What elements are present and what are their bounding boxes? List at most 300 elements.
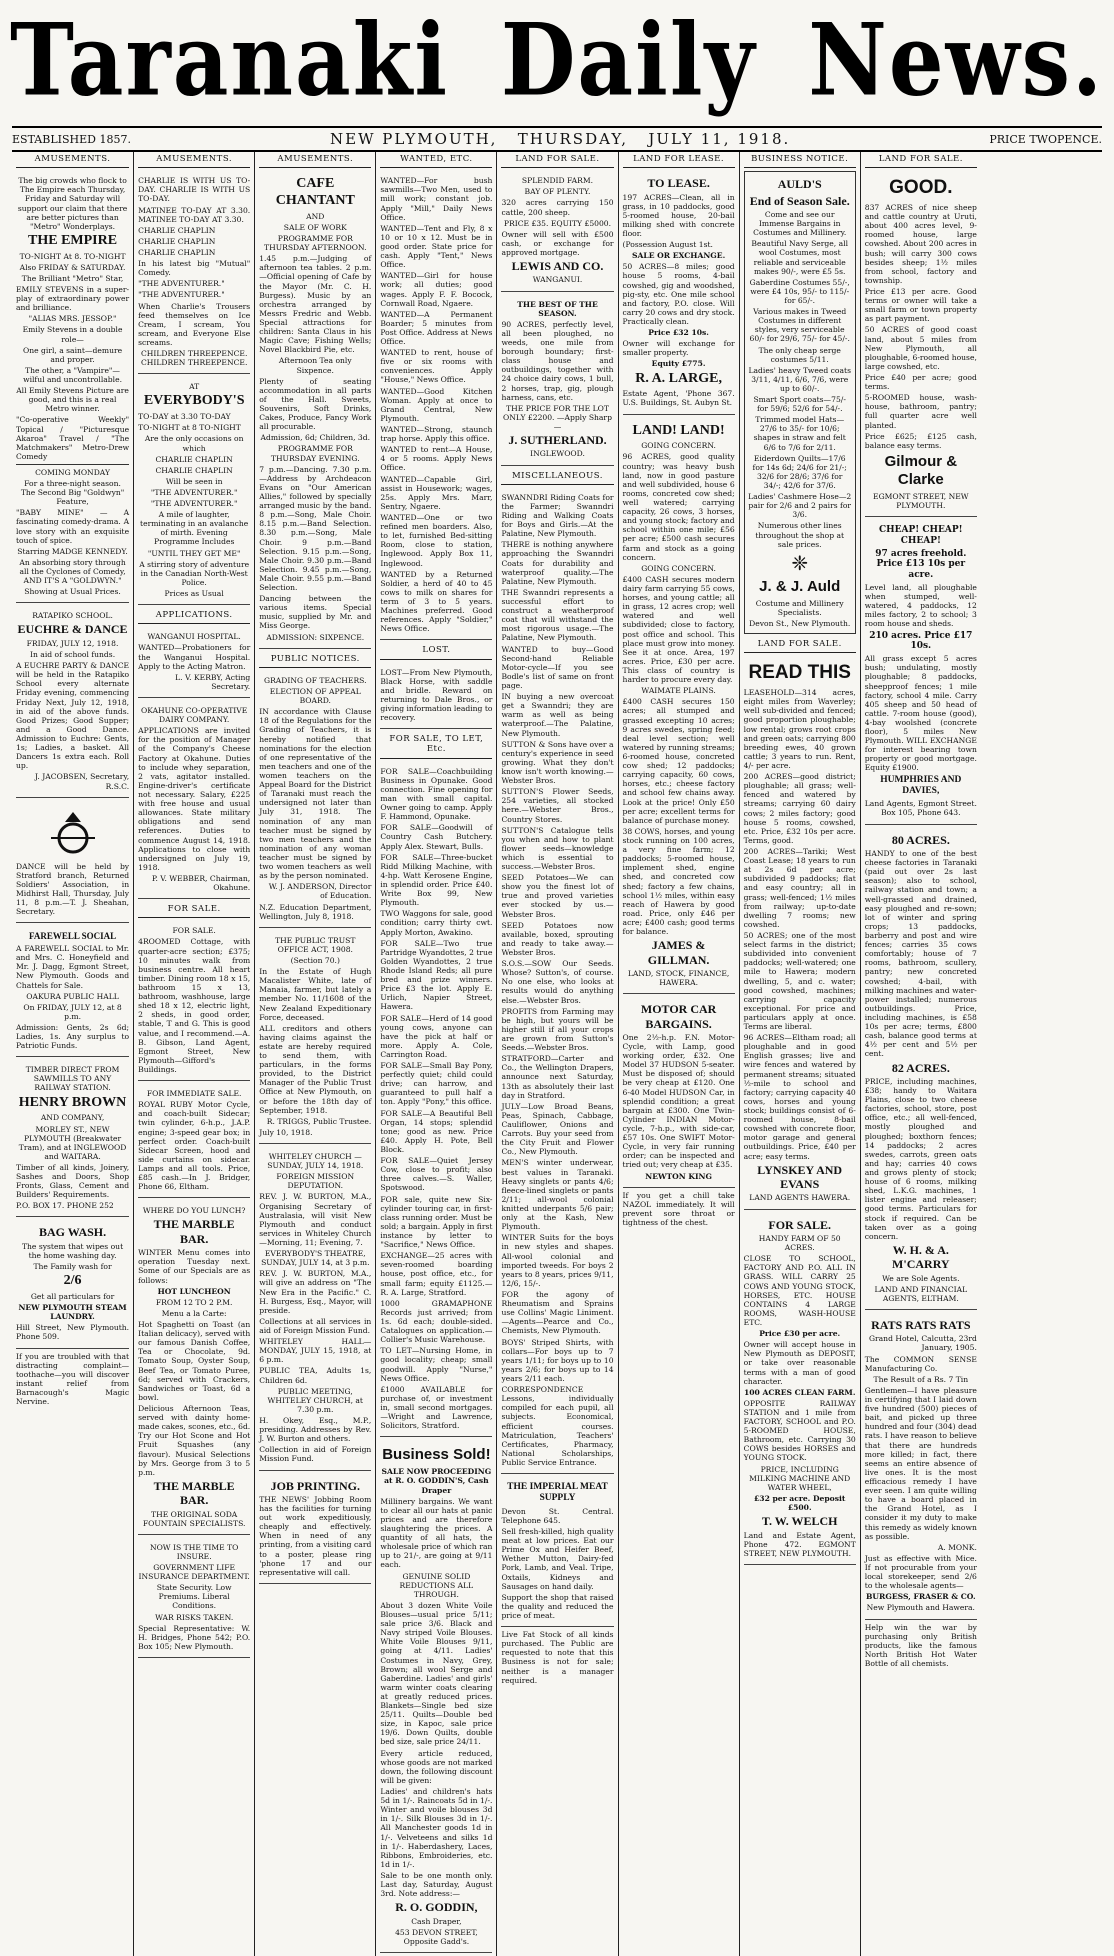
every: Every article reduced, whose goods are not marked down, the following discount will be given: <box>380 1748 493 1785</box>
forsale2: FOR SALE. <box>172 926 216 936</box>
price: PRICE TWOPENCE. <box>989 132 1102 146</box>
acres210: 210 acres. Price £17 10s. <box>869 630 973 652</box>
sale-item: FOR SALE—Three-bucket Ridd Milking Machine, with 4-hp. Watt Kerosene Engine, in splendid order. Price £40. Write Box 99, New Plymouth. <box>380 852 493 908</box>
effective: Just as effective with Mice. If not procurable from your local storekeeper, send 2/6 to the wholesale agents— <box>864 1553 977 1591</box>
collections: Collections at all services in aid of Foreign Mission Fund. <box>259 1316 372 1335</box>
meat-ad <box>501 1477 613 1627</box>
grading: GRADING OF TEACHERS. <box>264 675 367 685</box>
splendid: SPLENDID FARM. <box>521 176 594 186</box>
bagwash-price: 2/6 <box>63 1273 82 1289</box>
jessop: "ALIAS MRS. JESSOP." <box>28 314 117 324</box>
empire-title: THE EMPIRE <box>28 232 118 248</box>
clean: 100 ACRES CLEAN FARM. <box>743 1387 856 1397</box>
wanted-item: WANTED—A Permanent Boarder; 5 minutes from Post Office. Address at News Office. <box>380 309 493 347</box>
euchre: EUCHRE & DANCE <box>17 622 128 637</box>
end: End of Season Sale. <box>749 193 850 208</box>
common: The COMMON SENSE Manufacturing Co. <box>864 1354 977 1373</box>
misc-item: WINTER Suits for the boys in new styles and shapes. All-wool colonial and imported tweeds. For boys 2 years to 8 years, prices 9/11, 12/6, 15/-. <box>501 1233 614 1288</box>
cashmere: Ladies' Cashmere Hose—2 pair for 2/6 and 2 pairs for 3/6. <box>748 492 852 520</box>
misc-item: THERE is nothing anywhere approaching the Swanndri Coats for durability and waterproof quality.—The Palatine, New Plymouth. <box>501 540 614 586</box>
grading-ad <box>259 671 371 928</box>
menu: Menu a la Carte: <box>161 1308 227 1318</box>
misc-item: SUTTON & Sons have over a century's experience in seed growing. What they don't know isn't worth knowing.—Webster Bros. <box>501 739 614 786</box>
emily: EMILY STEVENS in a super-play of extraordinary power and brilliance. <box>16 284 130 313</box>
wanted-item: WANTED—One or two refined men boarders. Also, to let, furnished Bed-sitting Room, close to station, Inglewood. Apply Box 11, Inglewood. <box>380 513 493 568</box>
acres82-body: PRICE, including machines, £38; handy to Waitara Plains, close to two cheese factories, school, store, post office, etc.; all well-fenced, mostly ploughed and ploughed; boxthorn fences; 14 paddocks; 2 acres swedes, carrots, green oats and hay; carries 40 cows and grows plenty of stock; house of 6 rooms, milking shed, L.K.G. machines, 1 lister engine and releaser; good terms. Particulars for stock if required. Can be taken over as a going concern. <box>864 1076 977 1241</box>
welch: T. W. WELCH <box>761 1514 838 1529</box>
trust-date: July 10, 1918. <box>259 1127 313 1137</box>
column-heading: LAND FOR SALE. <box>865 152 977 168</box>
trousers: When Charlie's Trousers feed themselves on Ice Cream, I scream, You scream, and Everyone Else screams. <box>138 301 251 347</box>
goddin-address: 453 DEVON STREET, Opposite Gadd's. <box>395 1927 478 1946</box>
occasion: Are the only occasions on which <box>144 434 244 453</box>
lynskey-ad <box>744 656 856 1209</box>
motor-body: One 2½-h.p. F.N. Motor-Cycle, with Lamp, good working order, £32. One Model 37 HUDSON 5-seater. Must be disposed of; should be very cheap at £120. One 6-40 Model HUDSON Car, in splendid condition; a great bargain at £300. One Twin-Cylinder INDIAN Motor-cycle, 7-h.p., with side-car, £57 10s. One SWIFT Motor-Cycle, in very fair running order; can be inspected and tried out; very cheap at £35. <box>622 1032 735 1170</box>
wanted-item: WANTED—Strong, staunch trap horse. Apply this office. <box>380 425 493 444</box>
cottage: 4ROOMED Cottage, with quarter-acre section; £375; 10 minutes walk from business centre. All heart timber. Dining room 18 x 15, bathroom 15 x 13, bathroom, washhouse, large shed 18 x 12, electric light, 2 sheds, in good order, stable, T and G. This is good value, and I recommend.—A. B. Gibson, Land Agent, Egmont Street, New Plymouth—Gifford's Buildings. <box>138 937 251 1074</box>
help: Help win the war by purchasing only British products, like the famous North British Hot Water Bottle of all chemists. <box>864 1622 977 1668</box>
section-heading: FOR SALE, TO LET, Etc. <box>380 732 492 758</box>
today: TO-DAY at 3.30 TO-DAY <box>138 412 231 422</box>
acres97: 97 acres freehold. Price £13 10s per acre. <box>875 548 967 581</box>
tea: Afternoon Tea only Sixpence. <box>278 356 352 375</box>
motor-ad <box>623 997 735 1188</box>
everybodys-ad <box>138 377 250 605</box>
section-heading: FOR SALE. <box>138 902 250 918</box>
column-3 <box>254 152 375 1956</box>
triggs: R. TRIGGS, Public Trustee. <box>266 1116 372 1126</box>
election-body: IN accordance with Clause 18 of the Regulations for the Grading of Teachers, it is hereby notified that nominations for the election of one representative of the men teachers and one of the women teachers on the Appeal Board for the District of Taranaki must reach the undersigned not later than July 31, 1918. The nomination of any man teacher must be signed by two men teachers and the nomination of any woman teacher must be signed by two women teachers as well as by the person nominated. <box>259 707 372 881</box>
egmont: EGMONT STREET, NEW PLYMOUTH. <box>873 491 969 510</box>
bagwash-ad <box>16 1220 129 1348</box>
section: (Section 70.) <box>290 955 340 965</box>
govt: GOVERNMENT LIFE INSURANCE DEPARTMENT. <box>138 1563 250 1582</box>
euchre-body: A EUCHRE PARTY & DANCE will be held in the Ratapiko School every alternate Friday evening, commencing Friday Next, July 12, 1918, in aid of the above funds. Good Prizes; Good Supper; and a Good Dance. Admission to Euchre: Gents, 1s; Ladies, a basket. All Dancers 1s extra each. Roll up. <box>16 661 130 771</box>
whiteley: WHITELEY CHURCH — SUNDAY, JULY 14, 1918. <box>267 1152 364 1171</box>
hot-time: FROM 12 TO 2 P.M. <box>155 1297 233 1307</box>
goddin-ad <box>380 1440 492 1953</box>
untilthey: "UNTIL THEY GET ME" <box>147 548 241 558</box>
column-5 <box>496 152 617 1956</box>
meeting: PUBLIC MEETING, WHITELEY CHURCH, at 7.30 p.m. <box>267 1386 363 1414</box>
tonight: TO-NIGHT at 8 TO-NIGHT <box>138 423 241 433</box>
level: Level land, all ploughable when stumped, well-watered, 4 paddocks, 12 miles factory, 2 to school; 3 room house and sheds. <box>864 583 977 629</box>
sixpence: ADMISSION: SIXPENCE. <box>266 632 365 642</box>
come: Come and see our Immense Bargains in Costumes and Millinery. <box>753 209 847 238</box>
best: THE BEST OF THE SEASON. <box>517 299 598 318</box>
kerby: L. V. KERBY, Acting Secretary. <box>175 672 251 691</box>
cashdraper: Cash Draper, <box>411 1916 462 1926</box>
leasehold: LEASEHOLD—314 acres, eight miles from Waverley; well sub-divided and fenced; good proportion ploughable; low rental; grows root crops and green oats; carrying 800 breeding ewes, 40 grown cattle; 3 years to run. Rent, 4/- per acre. <box>743 688 856 770</box>
sale-item: FOR SALE—Quiet Jersey Cow, close to profit; also three calves.—S. Waller, Spotswood. <box>380 1156 493 1193</box>
anderson: W. J. ANDERSON, Director of Education. <box>268 882 372 901</box>
friday: FRIDAY, JULY 12, 1918. <box>26 638 119 648</box>
everybodys: EVERYBODY'S <box>143 393 245 409</box>
large-ad <box>623 171 735 414</box>
goddin: R. O. GODDIN, <box>395 1900 478 1915</box>
aid: In aid of school funds. <box>29 649 116 659</box>
land: LAND! LAND! <box>632 422 725 438</box>
sutherland-ad <box>501 295 613 466</box>
owner: Owner will accept house in New Plymouth as DEPOSIT, or take over reasonable terms with a man of good character. <box>743 1340 856 1386</box>
dept: N.Z. Education Department, Wellington, July 8, 1918. <box>259 902 372 921</box>
ornament-icon: ❈ <box>791 550 809 575</box>
aulds: AULD'S <box>777 177 822 192</box>
roomed: 5-ROOMED house, wash-house, bathroom, pantry; full quarter acre well planted. <box>864 393 977 430</box>
acres200b: 200 ACRES—Tariki; West Coast Lease; 18 years to run at 2s 6d per acre; subdivided 9 paddocks; flat and easy country; all in grass; well-fenced; 1½ miles from railway; up-to-date dwelling 7 rooms; new cowshed. <box>743 846 856 929</box>
rep: Special Representative: W. H. Bridges, Phone 542; P.O. Box 105; New Plymouth. <box>138 1623 251 1651</box>
mission-ad <box>259 1147 371 1471</box>
section-heading: APPLICATIONS. <box>138 608 250 624</box>
lewis-ad <box>501 171 613 291</box>
misc-item: STRATFORD—Carter and Co., the Wellington Drapers, announce next Saturday, 13th as absolutely their last day in Stratford. <box>501 1054 614 1100</box>
humphries-addr: Land Agents, Egmont Street. Box 105, Phone 643. <box>864 799 977 818</box>
section-heading: LAND FOR SALE. <box>744 637 856 653</box>
acres50: 50 ACRES—8 miles; good house 5 rooms, 4-bail cowshed, gig and woodshed, pig-sty, etc. One mile school and factory, P.O. close. Will carry 20 cows and dry stock. Practically clean. <box>622 262 735 326</box>
okahune: OKAHUNE CO-OPERATIVE DAIRY COMPANY. <box>140 705 248 725</box>
good: GOOD. <box>889 177 953 199</box>
trouble: If you are troubled with that distracting complaint—toothache—you will discover instant relief from Barnacough's Magic Nervine. <box>16 1351 130 1407</box>
also: Also FRIDAY & SATURDAY. <box>19 262 126 272</box>
sale-item: FOR SALE—A Beautiful Bell Organ, 14 stops; splendid tone; good as new. Price £40. Apply H. Pote, Bell Block. <box>380 1108 493 1155</box>
girl: One girl, a saint—demure and proper. <box>23 345 123 364</box>
sale: SALE OF WORK <box>283 222 347 232</box>
acres80: 80 ACRES. <box>891 832 950 847</box>
at: AT <box>189 382 200 392</box>
going-body: 96 ACRES, good quality country; was heavy bush land, now in good pasture and well subdivided, house 6 rooms, concreted cow shed; well watered; carrying capacity, 26 cows, 3 horses, and young stock; factory and school within one mile; £56 per acre; £500 cash secures farm and stock as a going concern. <box>622 452 735 562</box>
misc-item: SEED Potatoes—We can show you the finest lot of true and proved varieties ever stocked by us.—Webster Bros. <box>501 873 614 919</box>
brilliant: The Brilliant "Metro" Star, <box>21 273 124 283</box>
column-1 <box>12 152 133 1956</box>
misc-item: JULY—Low Broad Beans, Peas, Spinach, Cabbage, Cauliflower, Onions and Carrots. Buy your seed from the City Fruit and Flower Co., New Plymouth. <box>501 1101 614 1157</box>
chaplin: CHARLIE CHAPLIN <box>138 247 216 257</box>
bagwash-body: The system that wipes out the home washing day. <box>21 1241 124 1260</box>
mcarry-ad <box>865 828 977 1310</box>
column-heading: LAND FOR LEASE. <box>623 152 735 168</box>
everybodys: EVERYBODY'S THEATRE, SUNDAY, JULY 14, at 3 p.m. <box>261 1249 370 1268</box>
prices: Prices as Usual <box>164 589 224 599</box>
okahune-ad <box>138 701 250 899</box>
coming: COMING MONDAY <box>35 467 110 477</box>
timber: TIMBER DIRECT FROM SAWMILLS TO ANY RAILWAY STATION. <box>25 1065 120 1093</box>
james-gillman-ad <box>623 418 735 995</box>
creditors: ALL creditors and others having claims against the estate are hereby required to send them, with particulars, in the forms provided, to the District Manager of the Public Trust Office at New Plymouth, on or before the 18th day of September, 1918. <box>259 1023 372 1115</box>
support: Support the shop that raised the quality and reduced the price of meat. <box>501 1592 614 1621</box>
original: THE ORIGINAL SODA FOUNTAIN SPECIALISTS. <box>142 1509 246 1528</box>
rats: RATS RATS RATS <box>871 1317 971 1332</box>
misc-item: SWANNDRI Riding Coats for the Farmer; Swanndri Riding and Walking Coats for Boys and Girls.—At the Palatine, New Plymouth. <box>501 492 614 539</box>
intro: The big crowds who flock to The Empire each Thursday, Friday and Saturday will support our claim that there are better pictures than "Metro" Wonderplays. <box>17 176 128 231</box>
price30: Price £30 per acre. <box>759 1329 841 1339</box>
acres837: 837 ACRES of nice sheep and cattle country at Uruti, about 400 acres level, 9-roomed house, large cowshed. About 200 acres in bush; will carry 300 cows besides sheep; 1½ miles from school, factory and township. <box>864 202 977 285</box>
ice: Delicious Afternoon Teas, served with dainty home-made cakes, scones, etc., 6d. Try our Hot Scone and Hot Fruit Squashes (any flavour). Musical Selections by Mrs. George from 3 to 5 p.m. <box>138 1403 251 1477</box>
cafe: CAFE CHANTANT <box>275 176 355 208</box>
job: JOB PRINTING. <box>270 1478 360 1493</box>
babymine: "BABY MINE" — A fascinating comedy-drama. A love story with an exquisite touch of spice. <box>16 508 130 545</box>
james: JAMES & GILLMAN. <box>647 938 710 967</box>
land-stock: LAND, STOCK, FINANCE, HAWERA. <box>627 968 730 988</box>
misc-item: FOR the agony of Rheumatism and Sprains use Collins' Magic Liniment.—Agents—Pearce and Co., Chemists, New Plymouth. <box>501 1289 614 1336</box>
particulars: Get all particulars for <box>30 1292 115 1301</box>
meat: THE IMPERIAL MEAT SUPPLY <box>507 1482 608 1504</box>
misc-item: SUTTON'S Catalogue tells you when and how to plant flower seeds—knowledge which is essential to success.—Webster Bros. <box>501 825 614 872</box>
going2: GOING CONCERN. <box>641 563 716 573</box>
established: ESTABLISHED 1857. <box>12 132 131 146</box>
welch-ad <box>744 1213 856 1565</box>
large: R. A. LARGE, <box>635 370 722 386</box>
adventurer: "THE ADVENTURER." <box>150 499 238 509</box>
plenty: Plenty of seating accommodation in all parts of the Hall. Sweets, Souvenirs, Soft Drinks, Cakes, Produce, Fancy Work all procurable. <box>259 376 372 432</box>
price32: £32 per acre. Deposit £500. <box>754 1493 846 1513</box>
acres200: 200 ACRES—good district; ploughable; all grass; well-fenced and watered by streams; carrying 60 dairy cows; 2 miles factory; good house 5 rooms, cowshed, etc. Price, £32 10s per acre. Terms, good. <box>743 772 856 845</box>
smart: Smart Sport coats—75/- for 59/6; 52/6 for 54/-. <box>753 395 846 414</box>
ruby-ad <box>138 1084 250 1198</box>
cooperative: "Co-operative Weekly" Topical / "Picturesque Akaroa" Travel / "The Matchmakers" Metro-Drew Comedy <box>16 415 130 461</box>
various: Various makes in Tweed Costumes in different styles, very serviceable 60/- for 29/6, 75/- for 45/-. <box>749 307 850 344</box>
column-heading: BUSINESS NOTICE. <box>744 152 856 168</box>
laughter: A mile of laughter, terminating in an avalanche of mirth. Evening Programme Includes <box>140 510 249 547</box>
pobox: P.O. BOX 17. PHONE 252 <box>16 1201 114 1211</box>
sale-list <box>380 762 492 1438</box>
marble: THE MARBLE BAR. <box>153 1217 235 1246</box>
acres90: 90 ACRES, perfectly level, all been ploughed, no weeds, one mile from borough boundary; first-class house and outbuildings, together with 24 choice dairy cows, 1 bull, 2 horses, trap, gig, plough harness, cans, etc. <box>501 319 614 402</box>
evening: PROGRAMME FOR THURSDAY EVENING. <box>270 444 360 463</box>
marble2: THE MARBLE BAR. <box>153 1478 235 1508</box>
column-6 <box>618 152 739 1956</box>
column-heading: AMUSEMENTS. <box>259 152 371 168</box>
trust-body: In the Estate of Hugh Macalister White, late of Manaia, farmer, but lately a member No. 11/1608 of the New Zealand Expeditionary Force, deceased. <box>259 967 372 1022</box>
wanted-item: WANTED—Girl for house work; all duties; good wages. Apply F. F. Bocock, Cornwall Road, Ngaere. <box>380 271 493 308</box>
company: AND COMPANY, <box>40 1113 105 1123</box>
genuine: GENUINE SOLID REDUCTIONS ALL THROUGH. <box>399 1571 474 1599</box>
column-8 <box>860 152 981 1956</box>
sale-item: FOR SALE—Coachbuilding Business in Opunake. Good connection. Fine opening for man with small capital. Owner going to camp. Apply F. Hammond, Opunake. <box>380 766 493 822</box>
sale-item: TWO Waggons for sale, good condition; carry thirty cwt. Apply Morton, Awakino. <box>380 909 493 937</box>
programme: PROGRAMME FOR THURSDAY AFTERNOON. <box>264 234 367 253</box>
and: AND <box>306 211 325 221</box>
column-4 <box>375 152 496 1956</box>
misc-item: CORRESPONDENCE Lessons, individually compiled for each pupil, all subjects. Economical, efficient courses. Matriculation, Teachers' Certificates, Pharmacy, National Scholarships, Public Service Entrance. <box>501 1385 614 1467</box>
mcarry: W. H. & A. M'CARRY <box>892 1242 950 1272</box>
acres197: 197 ACRES—Clean, all in grass, in 10 paddocks, good 5-roomed house, 20-bail milking shed with concrete floor. <box>622 192 735 239</box>
wanted-item: WANTED to rent—A House, 4 or 5 rooms. Apply News Office. <box>380 445 493 473</box>
now: NOW IS THE TIME TO INSURE. <box>149 1542 239 1561</box>
trimmed: Trimmed model Hats—27/6 to 35/- for 10/6; shapes in straw and felt 6/6 to 7/6 for 2/11. <box>753 415 846 452</box>
day: THURSDAY, <box>517 130 629 148</box>
absorbing: An absorbing story through all the Cyclones of Comedy, AND IT'S A "GOLDWYN." <box>19 557 126 586</box>
costume: Costume and Millinery Specialists. <box>755 598 844 617</box>
column-heading: WANTED, ETC. <box>380 152 492 168</box>
devon: Devon St., New Plymouth. <box>749 619 851 629</box>
owner: Owner will exchange for smaller property. <box>622 339 735 358</box>
wanted-item: WANTED—Tent and Fly, 8 x 10 or 10 x 12. Must be in good order. State price for cash. Apply "Tent," News Office. <box>380 223 493 270</box>
price-lot: THE PRICE FOR THE LOT ONLY £2200. —Apply Sharp— <box>503 403 612 431</box>
oakura: OAKURA PUBLIC HALL <box>26 991 119 1001</box>
rats-ad <box>865 1313 977 1620</box>
laundry: NEW PLYMOUTH STEAM LAUNDRY. <box>18 1303 127 1322</box>
farewell-ad <box>16 926 129 1057</box>
chaplin: CHARLIE CHAPLIN <box>155 454 233 464</box>
admission: Admission, 6d; Children, 3d. <box>260 433 371 443</box>
ratapiko-ad <box>16 606 129 797</box>
seen: Will be seen in <box>165 476 223 486</box>
section-heading: LOST. <box>380 643 492 659</box>
misc-item: S.O.S.—SOW Our Seeds. Whose? Sutton's, of course. No one else, who looks at results would do anything else.—Webster Bros. <box>501 959 614 1005</box>
humphries-ad <box>865 520 977 825</box>
gilmour: Gilmour & Clarke <box>884 452 958 488</box>
masthead <box>10 1 1104 119</box>
price-837: Price £13 per acre. Good terms or owner will take a small farm or town property as part payment. <box>864 286 977 324</box>
lunch: WHERE DO YOU LUNCH? <box>142 1206 246 1216</box>
hospital-ad <box>138 627 250 698</box>
masthead-word-3: News. <box>808 1 1104 119</box>
wanted-list <box>380 171 492 640</box>
sold-body: Millinery bargains. We want to clear all our hats at panic prices and are therefore slaughtering the prices. A quantity of all hats, the wholesale price of which ran up to 21/-, are going at 9/11 each. <box>380 1496 493 1570</box>
cottage-ad <box>138 921 250 1081</box>
immediate: FOR IMMEDIATE SALE. <box>146 1089 242 1099</box>
bagwash: BAG WASH. <box>38 1225 107 1240</box>
mcarry-addr: LAND AND FINANCIAL AGENTS, ELTHAM. <box>874 1284 968 1303</box>
election: ELECTION OF APPEAL BOARD. <box>269 687 361 706</box>
winter: WINTER Menu comes into operation Tuesday next. Some of our Specials are as follows: <box>138 1248 251 1285</box>
okahune-body: APPLICATIONS are invited for the position of Manager of the Company's Cheese Factory at Okahune. Duties to include whey separation, 2 vats, agitator installed. Engine-driver's certificate not necessary. Salary, £225 with free house and usual allowances. State military obligations and send references. Duties to commence August 14, 1918. Applications to close with undersigned on July 19, 1918. <box>138 726 251 872</box>
misc-item: WANTED to buy—Good Second-hand Reliable Motor-cycle—If you see Bodle's list of same on front page. <box>501 644 614 690</box>
dateline <box>12 126 1102 152</box>
cheap: CHEAP! CHEAP! CHEAP! <box>879 525 963 546</box>
wanted: WANTED—Probationers for the Wanganui Hospital. Apply to the Acting Matron. <box>138 643 251 671</box>
handy-body: CLOSE TO SCHOOL, FACTORY AND P.O. ALL IN GRASS. WILL CARRY 25 COWS AND YOUNG STOCK, HORSES, ETC. HOUSE CONTAINS 4 LARGE ROOMS, WASH-HOUSE ETC. <box>743 1254 856 1327</box>
jj-auld: J. & J. Auld <box>759 577 841 595</box>
chaplin-today: CHARLIE IS WITH US TO-DAY. CHARLIE IS WITH US TO-DAY. <box>138 176 251 204</box>
crest-icon <box>43 808 103 858</box>
columns <box>12 152 1102 1946</box>
admission: Admission: Gents, 2s 6d; Ladies, 1s. Any surplus to Patriotic Funds. <box>16 1022 130 1051</box>
proceeding: SALE NOW PROCEEDING at R. O. GODDIN'S, Cash Draper <box>381 1467 492 1495</box>
misc-item: MEN'S winter underwear, best values in Taranaki. Heavy singlets or pants 4/6; fleece-lined singlets or pants 2/11; all-wool colonial knitted underpants 5/6 pair; only at the Kash, New Plymouth. <box>501 1158 614 1232</box>
job-body: THE NEWS' Jobbing Room has the facilities for turning out work expeditiously, cheaply and effectively. When in need of any printing, from a visiting card to a poster, please ring 'phone 17 and our representative will call. <box>259 1494 372 1577</box>
equity: Equity £775. <box>651 359 706 369</box>
chaplin: CHARLIE CHAPLIN <box>138 225 216 235</box>
possession: (Possession August 1st. <box>622 240 713 250</box>
wanted-item: WANTED—For bush sawmills—Two Men, used to mill work; constant job. Apply "Mill," Daily News Office. <box>380 176 493 222</box>
sale-item: FOR SALE—Herd of 14 good young cows, anyone can have the pick at half or more. Apply A. Cole, Carrington Road. <box>380 1013 493 1059</box>
farewell: FAREWELL SOCIAL <box>29 931 117 942</box>
tonight: TO-NIGHT At 8. TO-NIGHT <box>19 251 126 261</box>
sale-item: FOR sale, quite new Six-cylinder touring car, in first-class running order. Must be sold; a bargain. Apply in first instance by letter to "Sacrifice," News Office. <box>380 1194 493 1250</box>
wanted-item: WANTED to rent, house of five or six rooms with conveniences. Apply "House," News Office. <box>380 348 493 385</box>
sale-item: TO LET—Nursing Home, in good locality; cheap; small goodwill. Apply "Nurse," News Office. <box>380 1346 493 1383</box>
column-heading: AMUSEMENTS. <box>16 152 129 168</box>
job-printing-ad <box>259 1474 371 1584</box>
acres82: 82 ACRES. <box>891 1060 950 1075</box>
oakura-date: On FRIDAY, JULY 12, at 8 p.m. <box>23 1002 122 1021</box>
marble-bar-ad <box>138 1201 250 1535</box>
chaplin-ad <box>138 171 250 374</box>
letter: Gentlemen—I have pleasure in certifying that I laid down five hundred (500) pieces of bait, and picked up three hundred and four (304) dead rats. I have reason to believe that there are hundreds more killed; in fact, there seems an entire absence of live ones. It is the most efficacious remedy I have ever seen. I am quite willing to have a board placed in the Grand Hotel, as I consider it my duty to make this remedy as widely known as possible. <box>864 1385 977 1541</box>
misc-list <box>501 488 613 1474</box>
misc-item: THE Swanndri represents a successful effort to construct a weatherproof coat that will withstand the most rigorous usage.—The Palatine, New Plymouth. <box>501 587 614 643</box>
clean-body: OPPOSITE RAILWAY STATION and 1 mile from FACTORY, SCHOOL and P.O. 5-ROOMED HOUSE, Bathroom, etc. Carrying 30 COWS besides HORSES and YOUNG STOCK. <box>743 1398 856 1463</box>
monk: A. MONK. <box>937 1542 977 1552</box>
latest: In his latest big "Mutual" Comedy. <box>138 259 251 278</box>
welch-addr: Land and Estate Agent, Phone 472. EGMONT STREET, NEW PLYMOUTH. <box>743 1530 856 1558</box>
henry-brown-ad <box>16 1060 129 1217</box>
sale-item: £1000 AVAILABLE for purchase of, or investment in, small second mortgages.—Wright and Lawrence, Solicitors, Stratford. <box>380 1384 493 1431</box>
readthis: READ THIS <box>748 662 851 684</box>
column-heading: AMUSEMENTS. <box>138 152 250 168</box>
mission: FOREIGN MISSION DEPUTATION. <box>276 1172 355 1191</box>
section-heading: MISCELLANEOUS. <box>501 469 613 485</box>
trust: THE PUBLIC TRUST OFFICE ACT, 1908. <box>275 935 356 954</box>
eiderdown: Eiderdown Quilts—17/6 for 14s 6d; 24/6 for 21/-; 32/6 for 28/6; 37/6 for 34/-; 42/6 for 37/6. <box>752 453 847 491</box>
hill: Hill Street, New Plymouth. Phone 509. <box>16 1323 130 1342</box>
price-50: Price £40 per acre; good terms. <box>864 372 977 392</box>
motor: MOTOR CAR BARGAINS. <box>640 1002 717 1031</box>
fund: Collection in aid of Foreign Mission Fund. <box>259 1445 372 1464</box>
acres96: 96 ACRES—Eltham road; all ploughable and in good English grasses; live and wire fences and watered by permanent streams; situated ½-mile to school and factory; carrying capacity 40 cows, horses and young stock; buildings consist of 6-roomed house, 8-bail cowshed with concrete floor, motor garage and general outbuildings. Price, £40 per acre; easy terms. <box>743 1033 856 1161</box>
price-house: Price £625; £125 cash, balance easy terms. <box>864 431 977 450</box>
showing: Showing at Usual Prices. <box>24 587 121 597</box>
owner: Owner will sell with £500 cash, or exchange for approved mortgage. <box>501 229 614 257</box>
inglewood: INGLEWOOD. <box>530 449 585 459</box>
beautiful: Beautiful Navy Serge, all wool Costumes, most reliable and serviceable makes 90/-, were £5 5s. <box>751 239 848 276</box>
empire-ad <box>16 171 129 603</box>
bay: BAY OF PLENTY. <box>524 187 591 197</box>
lewis: LEWIS AND CO. <box>511 259 604 274</box>
evening-body: 7 p.m.—Dancing. 7.30 p.m.—Address by Archdeacon Evans on "Our American Allies," followed by specially arranged music by the band. 8 p.m.—Song, Male Choir. 8.15 p.m.—Band Selection. 8.30 p.m.—Song, Male Choir. 9 p.m.—Band Selection. 9.15 p.m.—Song, Male Choir. 9.30 p.m.—Band Selection. 9.45 p.m.—Song, Male Choir. 9.55 p.m.—Band Selection. <box>259 464 372 593</box>
adventurer: "THE ADVENTURER." <box>150 487 238 497</box>
stirring: A stirring story of adventure in the Canadian North-West Police. <box>139 559 250 587</box>
timber-body: Timber of all kinds, Joinery, Sashes and Doors, Shop Fronts, Glass, Cement and Builders' Requirements. <box>16 1162 130 1200</box>
column-7 <box>739 152 860 1956</box>
hotel: Grand Hotel, Calcutta, 23rd January, 1905. <box>868 1334 977 1353</box>
menu-body: Hot Spaghetti on Toast (an Italian delicacy), served with our famous Danish Coffee, Tea or Chocolate, 9d. Tomato Soup, Oyster Soup, Beef Tea, or Tomato Puree, 6d; served with Crackers, Sandwiches or Toast, 6d a bowl. <box>138 1319 251 1402</box>
family: The Family wash for <box>33 1262 112 1272</box>
business-sold: Business Sold! <box>382 1446 491 1464</box>
numerous: Numerous other lines throughout the shop at sale prices. <box>755 521 845 549</box>
hospital: WANGANUI HOSPITAL. <box>147 632 241 642</box>
gaberdine: Gaberdine Costumes 55/-, were £4 10s, 95/- to 115/- for 65/-. <box>749 277 850 305</box>
acres80-body: HANDY to one of the best cheese factories in Taranaki (paid out over 2s last season); also to school, railway station and town; a well-grassed and drained, easy ploughed and re-sown; lot of winter and spring crops; 13 paddocks, barberry and post and wire fences; carries 35 cows comfortably; house of 7 rooms, bathroom, scullery, pantry; new concreted cowshed; 4-bail, with milking machines and water-power installed; numerous outbuildings. Price, including machines, is £58 10s per acre; terms, £800 cash, balance good terms at 4½ per cent and 5½ per cent. <box>864 848 977 1059</box>
ratapiko: RATAPIKO SCHOOL. <box>32 611 113 621</box>
section-heading: PUBLIC NOTICES. <box>259 652 371 668</box>
cows: 38 COWS, horses, and young stock running on 100 acres, a very fine farm; 12 paddocks; 5-roomed house, implement shed, engine shed, and concreted cow shed; factory a few chains, school 1½ miles, within easy reach of Hawera by good road. Price, only £46 per acre; £400 cash; good terms for balance. <box>622 826 735 937</box>
cheap: The only cheap serge costumes 5/11. <box>758 345 841 364</box>
genuine-body: About 3 dozen White Voile Blouses—usual price 5/11; sale price 3/6. Black and Navy striped Voile Blouses. White Voile Blouses 9/11, going at 4/11. Ladies' Costumes in Navy, Grey, Brown; all wool Serge and Gaberdine. Ladies' and girls' warm winter coats clearing at greatly reduced prices. Blankets—Single bed size 25/11. Quilts—Double bed size, in Kapoc, sale price 19/6. Down Quilts, double bed size, sale price 24/11. <box>380 1600 493 1747</box>
lost-ad <box>380 663 492 730</box>
agent: Estate Agent, 'Phone 367. U.S. Buildings, St. Aubyn St. <box>622 389 735 408</box>
livefat: Live Fat Stock of all kinds purchased. The Public are requested to note that this Business is not for sale; neither is a manager required. <box>501 1630 614 1685</box>
misc-item: SUTTON'S Flower Seeds, 254 varieties, all stocked here.—Webster Bros., Country Stores. <box>501 787 614 824</box>
chaplin: CHARLIE CHAPLIN <box>155 465 233 475</box>
date: JULY 11, 1918. <box>648 130 791 148</box>
column-heading: LAND FOR SALE. <box>501 152 613 168</box>
tweed: Ladies' heavy Tweed coats 3/11, 4/11, 6/6, 7/6, were up to 60/-. <box>748 365 851 393</box>
programme-body: 1.45 p.m.—Judging of afternoon tea tables. 2 p.m.—Official opening of Cafe by the Mayor (Mr. C. H. Burgess). Music by an orchestra arranged by Messrs Fredric and Webb. Special attractions for children: Santa Claus in his Magic Cave; Fishing Wells; Novel Blackbird Pie, etc. <box>259 254 372 355</box>
exchange: SALE OR EXCHANGE. <box>631 251 726 261</box>
war: WAR RISKS TAKEN. <box>155 1612 234 1622</box>
result: The Result of a Rs. 7 Tin <box>873 1374 969 1384</box>
dancing: Dancing between the various items. Special music, supplied by Mr. and Miss George. <box>259 594 372 631</box>
acres50: 50 ACRES; one of the most select farms in the district; subdivided into convenient paddocks; well-watered; one mile to Hawera; modern dwelling, 5, and c. water; good cowshed, machines; carrying capacity exceptional. For price and particulars apply at once. Terms are liberal. <box>743 930 856 1032</box>
misc-item: PROFITS from Farming may be high, but yours will be higher still if all your crops are grown from Sutton's Seeds.—Webster Bros. <box>501 1006 614 1053</box>
farewell-body: A FAREWELL SOCIAL to Mr. and Mrs. C. Honeyfield and Mr. J. Dagg, Egmont Street, New Plymouth. Goods and Chattels for Sale. <box>16 944 130 990</box>
sale-item: FOR SALE—Goodwill of Country Cash Butchery. Apply Alex. Stewart, Bulls. <box>380 823 493 851</box>
okey: H. Okey, Esq., M.P., presiding. Addresses by Rev. J. W. Burton and others. <box>259 1415 372 1444</box>
henry: HENRY BROWN <box>18 1094 127 1110</box>
misc-item: BOYS' Striped Shirts, with collars—For boys up to 7 years 1/11; for boys up to 10 years 2/6; for boys up to 14 years 2/11 each. <box>501 1337 614 1383</box>
discount: Ladies' and children's hats 5d in 1/-. Raincoats 5d in 1/-. Winter and voile blouses 3d in 1/-. Silk Blouses 3d in 1/-. All Manchester goods 1d in 1/-. Velveteens and silks 1d in 1/-. Haberdashery, Laces, Ribbons, Embroideries, etc. 1d in 1/-. <box>380 1787 493 1869</box>
